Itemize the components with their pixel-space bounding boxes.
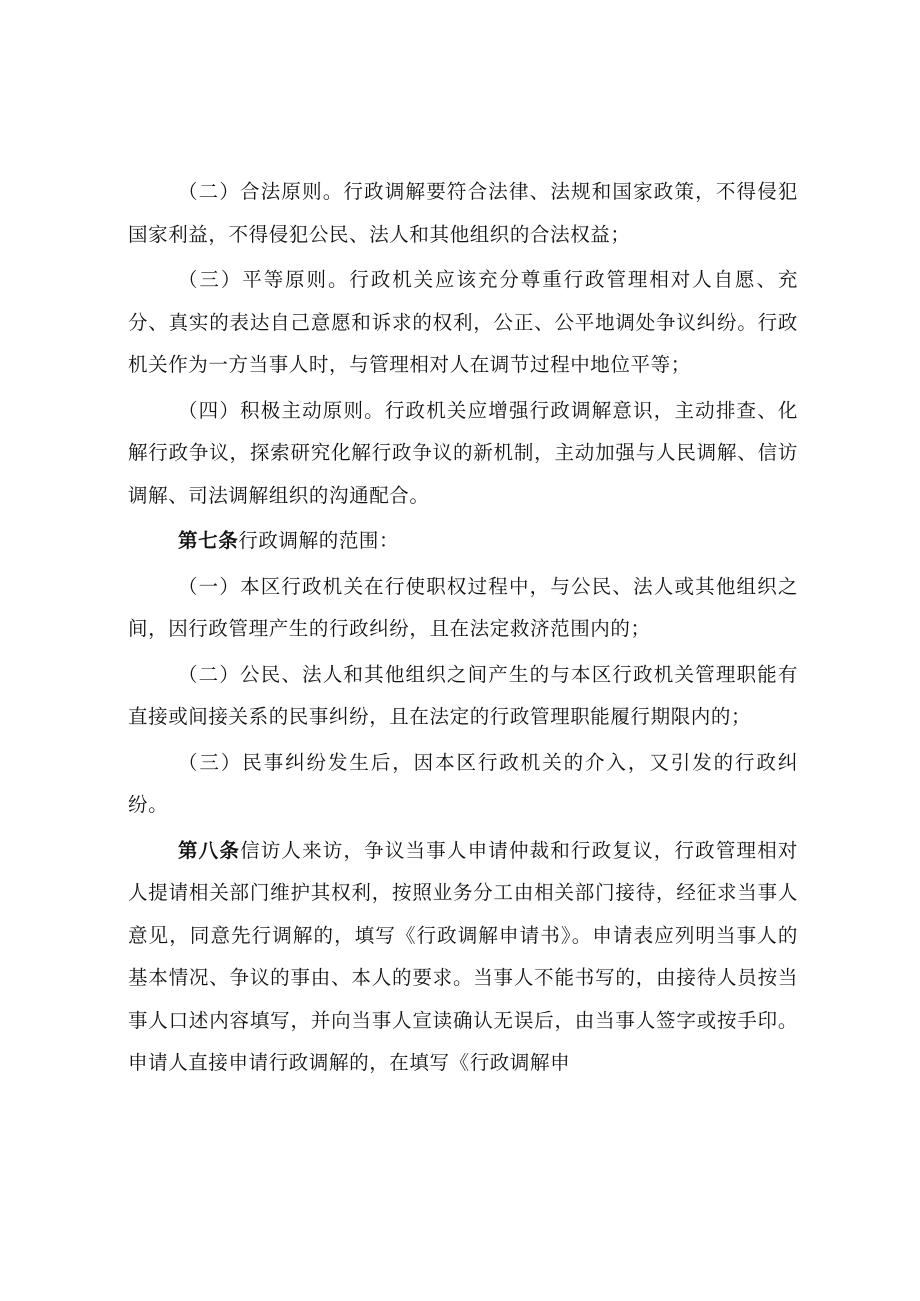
paragraph-equality-principle (128, 259, 798, 387)
paragraph-text: 信访人来访，争议当事人申请仲裁和行政复议，行政管理相对人提请相关部门维护其权利，按照业务分工由相关部门接待，经征求当事人意见，同意先行调解的，填写《行政调解申请书》。申请表应列明当事人的基本情况、争议的事由、本人的要求。当事人不能书写的，由接待人员按当事人口述内容填写，并向当事人宣读确认无误后，由当事人签字或按手印。申请人直接申请行政调解的，在填写《行政调解申 (128, 838, 798, 1074)
paragraph-text: （三）民事纠纷发生后，因本区行政机关的介入，又引发的行政纠纷。 (128, 750, 798, 816)
paragraph-text: （二）合法原则。行政调解要符合法律、法规和国家政策，不得侵犯国家利益，不得侵犯公民、法人和其他组织的合法权益； (128, 180, 798, 246)
document-body (128, 171, 798, 1085)
paragraph-article-8 (128, 830, 798, 1085)
paragraph-text: （三）平等原则。行政机关应该充分尊重行政管理相对人自愿、充分、真实的表达自己意愿和诉求的权利，公正、公平地调处争议纠纷。行政机关作为一方当事人时，与管理相对人在调节过程中地位平等； (128, 268, 798, 376)
article-heading: 第八条 (178, 838, 241, 862)
paragraph-text: （四）积极主动原则。行政机关应增强行政调解意识，主动排查、化解行政争议，探索研究化解行政争议的新机制，主动加强与人民调解、信访调解、司法调解组织的沟通配合。 (128, 398, 798, 507)
paragraph-scope-item-2 (128, 654, 798, 739)
paragraph-text: （二）公民、法人和其他组织之间产生的与本区行政机关管理职能有直接或间接关系的民事纠纷，且在法定的行政管理职能履行期限内的； (128, 662, 798, 728)
paragraph-article-7 (128, 520, 798, 563)
paragraph-scope-item-3 (128, 742, 798, 827)
paragraph-text: （一）本区行政机关在行使职权过程中，与公民、法人或其他组织之间，因行政管理产生的行政纠纷，且在法定救济范围内的； (128, 574, 798, 640)
paragraph-legality-principle (128, 171, 798, 256)
paragraph-proactive-principle (128, 390, 798, 518)
paragraph-scope-item-1 (128, 566, 798, 651)
paragraph-text: 行政调解的范围： (238, 529, 400, 552)
article-heading: 第七条 (178, 529, 239, 552)
